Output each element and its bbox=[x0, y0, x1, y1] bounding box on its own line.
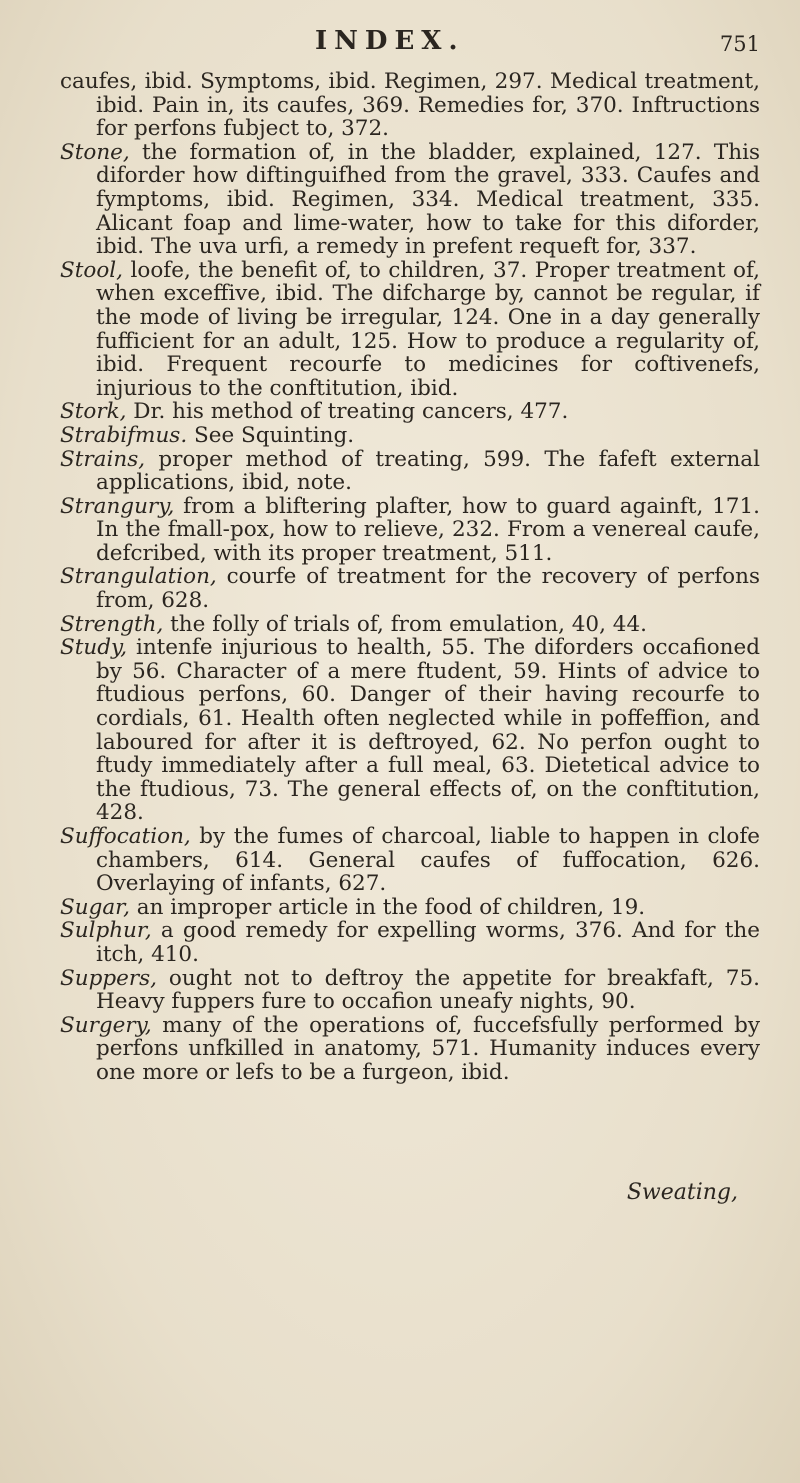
entry-head: Suppers, bbox=[60, 965, 157, 991]
index-entry bbox=[60, 400, 760, 424]
entry-text: by the fumes of charcoal, liable to happen in clofe chambers, 614. General caufes of fuffocation, 626. Overlaying of infants, 627. bbox=[96, 824, 760, 897]
entry-text: intenfe injurious to health, 55. The diforders occafioned by 56. Character of a mere ftudent, 59. Hints of advice to ftudious perfons, 60. Danger of their having recourfe to cordials, 61. Health often neglected while in poffeffion, and laboured for after it is deftroyed, 62. No perfon ought to ftudy immediately after a full meal, 63. Dietetical advice to the ftudious, 73. The general effects of, on the conftitution, 428. bbox=[96, 635, 760, 826]
index-entry bbox=[60, 636, 760, 825]
index-entry bbox=[60, 613, 760, 637]
entry-head: Sugar, bbox=[60, 894, 130, 920]
index-entry bbox=[60, 259, 760, 401]
entry-head: Surgery, bbox=[60, 1012, 152, 1038]
entry-head: Suffocation, bbox=[60, 824, 191, 849]
page-header bbox=[60, 26, 760, 60]
entry-text: many of the operations of, fuccefsfully performed by perfons unfkilled in anatomy, 571. Humanity induces every one more or lefs to be a furgeon, ibid. bbox=[96, 1012, 760, 1085]
entry-head: Stone, bbox=[60, 139, 130, 165]
entry-text: loofe, the benefit of, to children, 37. Proper treatment of, when exceffive, ibid. The difcharge by, cannot be regular, if the mode of living be irregular, 124. One in a day generally fufficient for an adult, 125. How to produce a regularity of, ibid. Frequent recourfe to medicines for coftivenefs, injurious to the conftitution, ibid. bbox=[96, 257, 760, 401]
index-entry bbox=[60, 141, 760, 259]
entry-text: caufes, ibid. Symptoms, ibid. Regimen, 297. Medical treatment, ibid. Pain in, its caufes, 369. Remedies for, 370. Inftructions for perfons fubject to, 372. bbox=[60, 69, 760, 142]
catchword: Sweating, bbox=[626, 1180, 738, 1205]
index-entry bbox=[60, 70, 760, 141]
index-entry bbox=[60, 825, 760, 896]
entry-head: Stool, bbox=[60, 257, 123, 283]
entry-text: ought not to deftroy the appetite for breakfaft, 75. Heavy fuppers fure to occafion uneafy nights, 90. bbox=[96, 965, 760, 1015]
entry-head: Stork, bbox=[60, 399, 127, 425]
entry-text: courfe of treatment for the recovery of perfons from, 628. bbox=[96, 564, 760, 614]
index-entry bbox=[60, 896, 760, 920]
index-entry bbox=[60, 424, 760, 448]
entry-text: the formation of, in the bladder, explained, 127. This diforder how diftinguifhed from the gravel, 333. Caufes and fymptoms, ibid. Regimen, 334. Medical treatment, 335. Alicant foap and lime-water, how to take for this diforder, ibid. The uva urfi, a remedy in prefent requeft for, 337. bbox=[96, 139, 760, 260]
entry-text: an improper article in the food of children, 19. bbox=[129, 894, 646, 920]
entry-head: Sulphur, bbox=[60, 918, 152, 944]
entry-head: Strangulation, bbox=[60, 564, 217, 590]
index-entry bbox=[60, 495, 760, 566]
index-entry bbox=[60, 448, 760, 495]
index-entry bbox=[60, 919, 760, 966]
index-entries bbox=[60, 70, 760, 1085]
index-entry bbox=[60, 967, 760, 1014]
entry-text: proper method of treating, 599. The fafeft external applications, ibid, note. bbox=[96, 446, 760, 496]
entry-head: Strangury, bbox=[60, 493, 175, 519]
entry-head: Study, bbox=[60, 635, 128, 661]
entry-text: See Squinting. bbox=[187, 422, 355, 448]
entry-head: Strabifmus. bbox=[60, 422, 188, 448]
entry-head: Strength, bbox=[60, 611, 164, 637]
entry-text: from a bliftering plafter, how to guard againft, 171. In the fmall-pox, how to relieve, 232. From a venereal caufe, defcribed, with its proper treatment, 511. bbox=[96, 493, 760, 566]
page-number: 751 bbox=[719, 32, 760, 56]
index-entry bbox=[60, 565, 760, 612]
entry-text: the folly of trials of, from emulation, 40, 44. bbox=[163, 611, 647, 637]
index-entry bbox=[60, 1014, 760, 1085]
entry-text: Dr. his method of treating cancers, 477. bbox=[126, 399, 569, 425]
entry-head: Strains, bbox=[60, 446, 146, 472]
entry-text: a good remedy for expelling worms, 376. And for the itch, 410. bbox=[96, 918, 760, 967]
running-title: INDEX. bbox=[315, 26, 465, 56]
